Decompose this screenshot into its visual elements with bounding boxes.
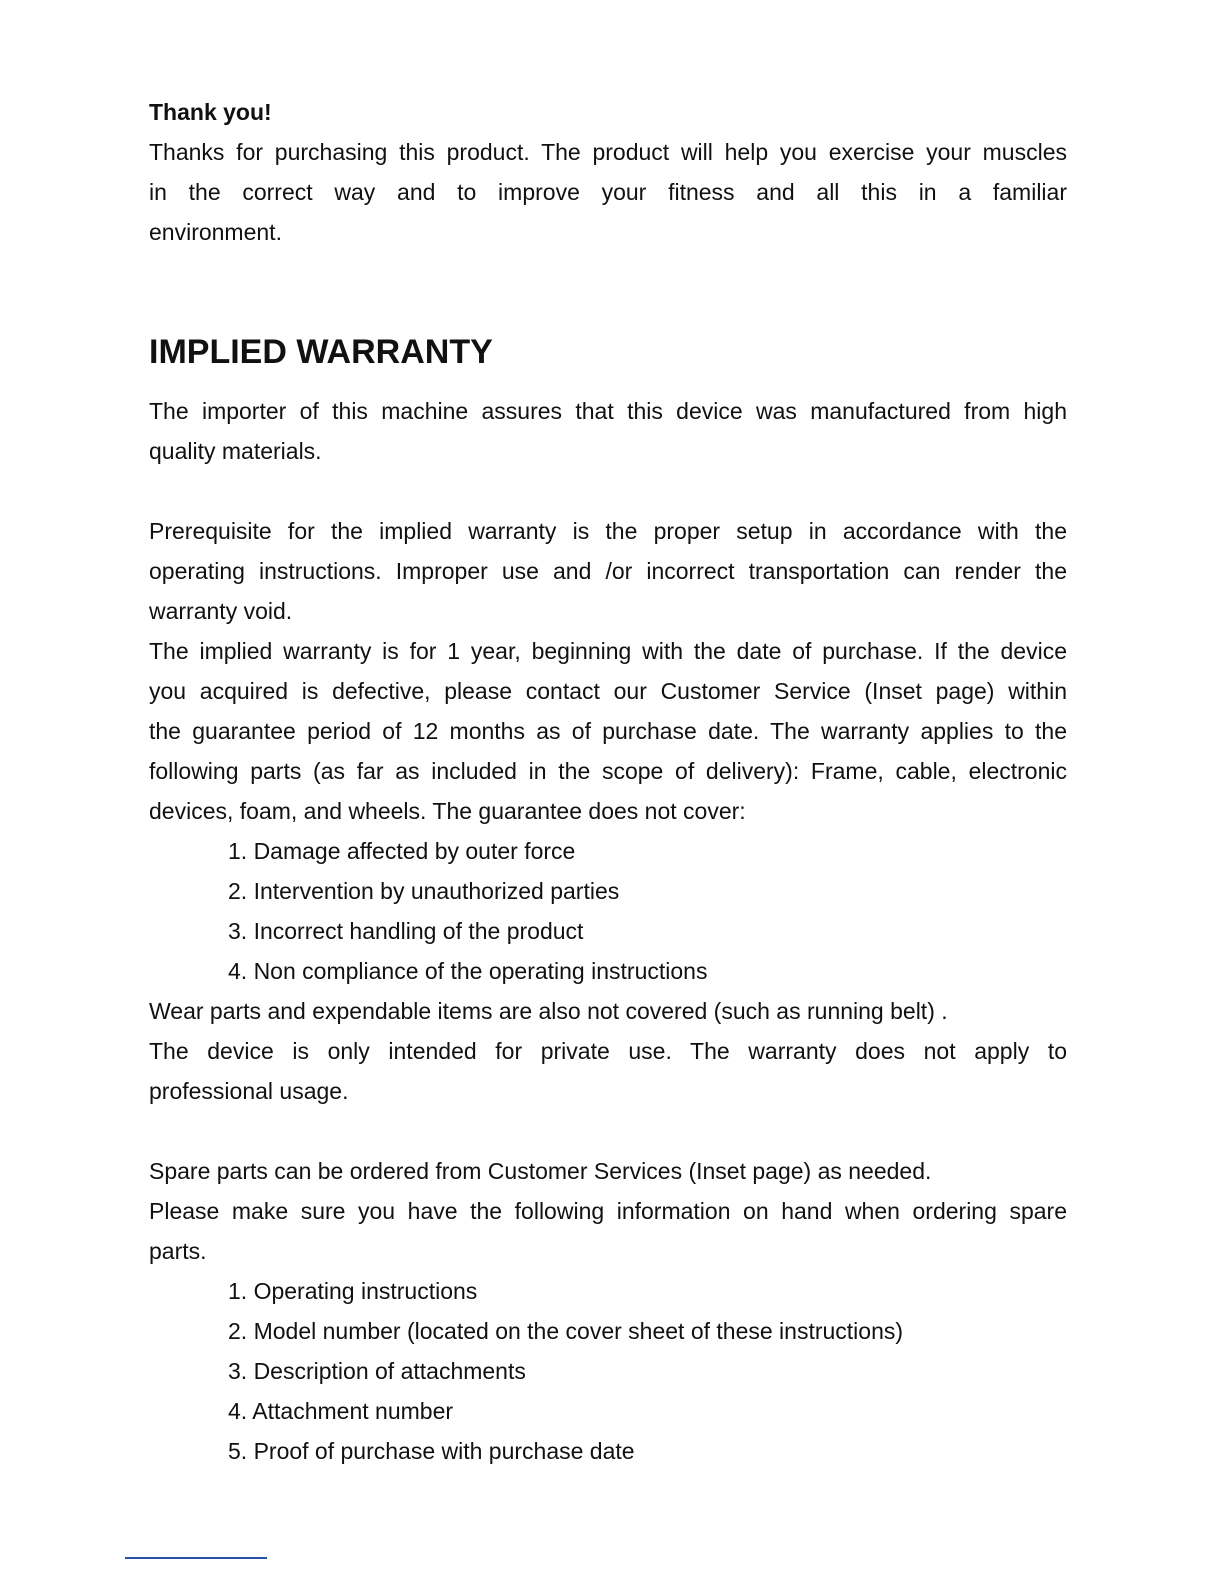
warranty-para4-line-2: Please make sure you have the following information on hand when ordering spare (149, 1198, 1067, 1224)
spacer (149, 471, 1067, 511)
spacer (149, 372, 1067, 391)
spare-parts-list-item: 2. Model number (located on the cover sheet of these instructions) (228, 1318, 904, 1344)
exclusion-list-item: 1. Damage affected by outer force (228, 838, 576, 864)
footnote-separator (125, 1557, 267, 1559)
spare-parts-list-item: 1. Operating instructions (228, 1278, 478, 1304)
warranty-para2-line-6: the guarantee period of 12 months as of purchase date. The warranty applies to the (149, 718, 1067, 744)
warranty-para2-line-8: devices, foam, and wheels. The guarantee does not cover: (149, 798, 746, 824)
warranty-para3-line-2: The device is only intended for private use. The warranty does not apply to (149, 1038, 1067, 1064)
warranty-para3-line-1: Wear parts and expendable items are also not covered (such as running belt) . (149, 998, 948, 1024)
intro-line-2: in the correct way and to improve your fitness and all this in a familiar (149, 179, 1067, 205)
exclusion-list-item: 3. Incorrect handling of the product (228, 918, 584, 944)
spare-parts-list-item: 4. Attachment number (228, 1398, 454, 1424)
intro-line-3: environment. (149, 219, 282, 245)
warranty-para1-line-2: quality materials. (149, 438, 322, 464)
thank-you-title: Thank you! (149, 99, 272, 125)
warranty-para2-line-4: The implied warranty is for 1 year, beginning with the date of purchase. If the device (149, 638, 1067, 664)
warranty-para2-line-1: Prerequisite for the implied warranty is the proper setup in accordance with the (149, 518, 1067, 544)
warranty-para2-line-5: you acquired is defective, please contact our Customer Service (Inset page) within (149, 678, 1067, 704)
warranty-para2-line-2: operating instructions. Improper use and /or incorrect transportation can render the (149, 558, 1067, 584)
spacer (149, 252, 1067, 332)
warranty-para3-line-3: professional usage. (149, 1078, 349, 1104)
spare-parts-list-item: 3. Description of attachments (228, 1358, 526, 1384)
warranty-para1-line-1: The importer of this machine assures that this device was manufactured from high (149, 398, 1067, 424)
exclusion-list-item: 4. Non compliance of the operating instructions (228, 958, 708, 984)
spare-parts-list-item: 5. Proof of purchase with purchase date (228, 1438, 635, 1464)
warranty-para2-line-3: warranty void. (149, 598, 293, 624)
implied-warranty-heading: IMPLIED WARRANTY (149, 333, 493, 371)
exclusion-list-item: 2. Intervention by unauthorized parties (228, 878, 620, 904)
document-page (149, 92, 1067, 1471)
warranty-para2-line-7: following parts (as far as included in the scope of delivery): Frame, cable, electronic (149, 758, 1067, 784)
warranty-para4-line-1: Spare parts can be ordered from Customer Services (Inset page) as needed. (149, 1158, 932, 1184)
spacer (149, 1111, 1067, 1151)
warranty-para4-line-3: parts. (149, 1238, 207, 1264)
intro-line-1: Thanks for purchasing this product. The product will help you exercise your muscles (149, 139, 1067, 165)
